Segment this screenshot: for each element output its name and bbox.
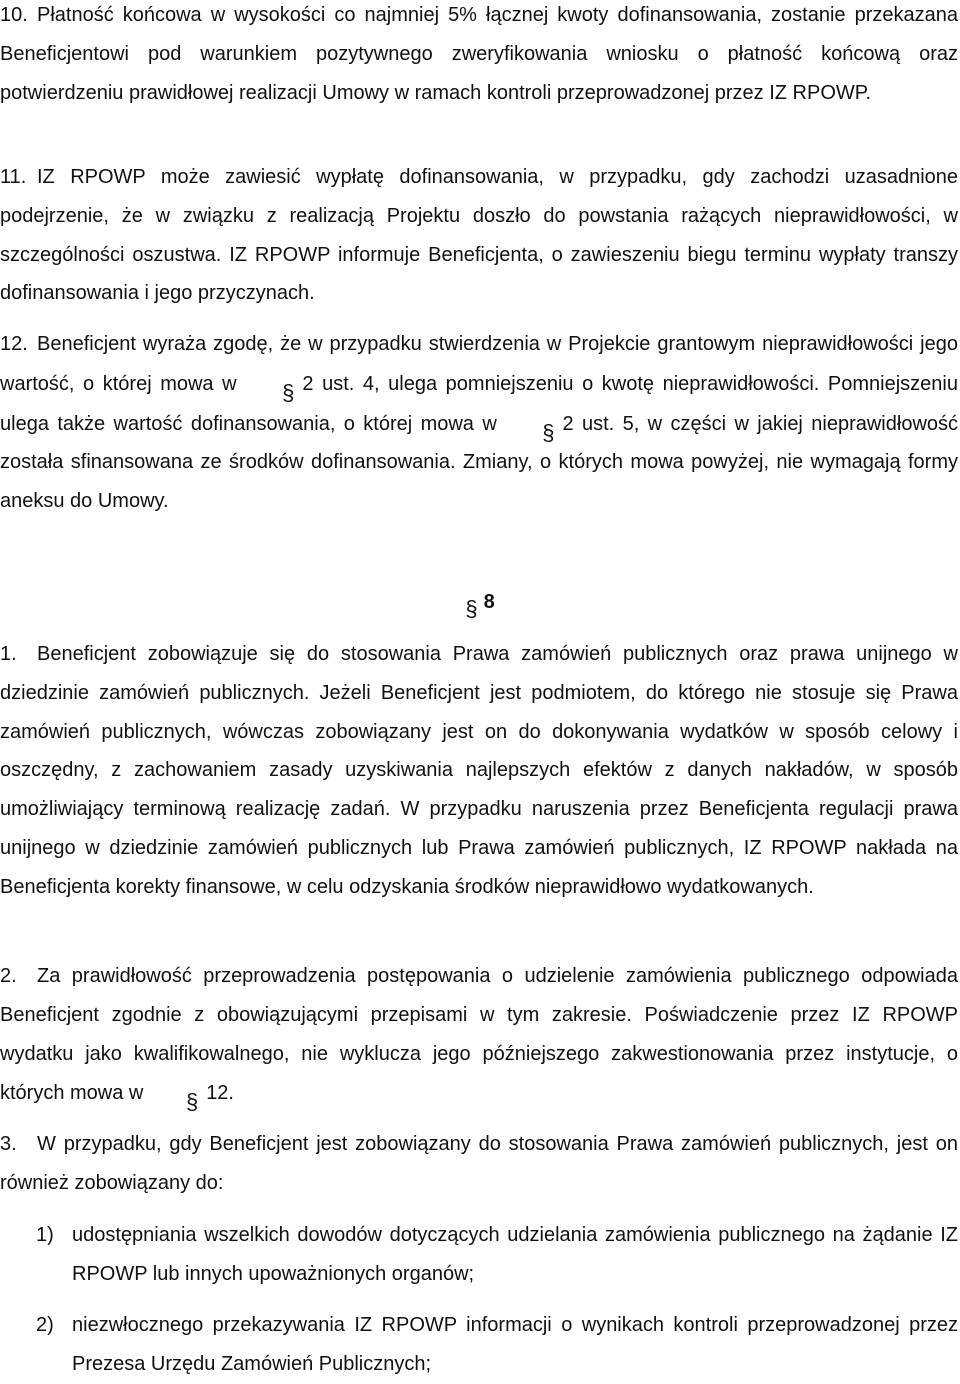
paragraph-text: Beneficjent zobowiązuje się do stosowania Prawa zamówień publicznych oraz prawa unijnego w dziedzinie zamówień publicznych. Jeżeli Beneficjent jest podmiotem, do którego nie stosuje się Prawa zamówień publicznych, wówczas zobowiązany jest on do dokonywania wydatków w sposób celowy i oszczędny, z zachowaniem zasady uzyskiwania najlepszych efektów z danych nakładów, w sposób umożliwiający terminową realizację zadań. W przypadku naruszenia przez Beneficjenta regulacji prawa unijnego w dziedzinie zamówień publicznych lub Prawa zamówień publicznych, IZ RPOWP nakłada na Beneficjenta korekty finansowe, w celu odzyskania środków nieprawidłowo wydatkowanych.: [0, 643, 958, 898]
section-8-paragraph-2: [0, 957, 958, 1113]
list-item: [0, 1306, 958, 1384]
section-sign-icon: §: [282, 379, 295, 405]
paragraph-text: Beneficjent wyraża zgodę, że w przypadku stwierdzenia w Projekcie grantowym nieprawidłowości jego wartość, o której mowa w § 2 ust. 4, ulega pomniejszeniu o kwotę nieprawidłowości. Pomniejszeniu ulega także wartość dofinansowania, o której mowa w § 2 ust. 5, w części w jakiej nieprawidłowość została sfinansowana ze środków dofinansowania. Zmiany, o których mowa powyżej, nie wymagają formy aneksu do Umowy.: [0, 333, 959, 513]
section-sign-icon: §: [465, 596, 478, 621]
section-heading: [0, 588, 960, 628]
list-item-text: udostępniania wszelkich dowodów dotyczących udzielania zamówienia publicznego na żądanie IZ RPOWP lub innych upoważnionych organów;: [72, 1224, 958, 1285]
paragraph-number: 10.: [0, 4, 28, 26]
section-sign-icon: §: [542, 419, 555, 445]
paragraph-number: 3.: [0, 1133, 17, 1155]
list-item-number: 2): [36, 1314, 54, 1336]
paragraph-text: Płatność końcowa w wysokości co najmniej 5% łącznej kwoty dofinansowania, zostanie przekazana Beneficjentowi pod warunkiem pozytywnego zweryfikowania wniosku o płatność końcową oraz potwierdzeniu prawidłowej realizacji Umowy w ramach kontroli przeprowadzonej przez IZ RPOWP.: [0, 4, 958, 104]
section-sign-icon: §: [185, 1089, 199, 1115]
paragraph-10: [0, 0, 958, 152]
paragraph-number: 12.: [0, 333, 28, 355]
section-8-paragraph-3: [0, 1125, 958, 1203]
paragraph-number: 2.: [0, 965, 17, 987]
paragraph-text: IZ RPOWP może zawiesić wypłatę dofinansowania, w przypadku, gdy zachodzi uzasadnione podejrzenie, że w związku z realizacją Projektu doszło do powstania rażących nieprawidłowości, w szczególności oszustwa. IZ RPOWP informuje Beneficjenta, o zawieszeniu biegu terminu wypłaty transzy dofinansowania i jego przyczynach.: [0, 166, 958, 305]
paragraph-number: 11.: [0, 166, 27, 188]
paragraph-text: W przypadku, gdy Beneficjent jest zobowiązany do stosowania Prawa zamówień publicznych, jest on również zobowiązany do:: [0, 1133, 958, 1194]
list-item-number: 1): [36, 1224, 54, 1246]
paragraph-text: Za prawidłowość przeprowadzenia postępowania o udzielenie zamówienia publicznego odpowiada Beneficjent zgodnie z obowiązującymi przepisami w tym zakresie. Poświadczenie przez IZ RPOWP wydatku jako kwalifikowalnego, nie wyklucza jego późniejszego zakwestionowania przez instytucje, o których mowa w § 12.: [0, 957, 958, 1113]
section-8-paragraph-1: [0, 635, 958, 947]
section-number: 8: [483, 591, 495, 613]
paragraph-11: [0, 158, 958, 314]
paragraph-number: 1.: [0, 643, 17, 665]
list-item: [0, 1216, 958, 1294]
list-item-text: niezwłocznego przekazywania IZ RPOWP informacji o wynikach kontroli przeprowadzonej przez Prezesa Urzędu Zamówień Publicznych;: [72, 1314, 958, 1375]
paragraph-12: [0, 325, 958, 520]
